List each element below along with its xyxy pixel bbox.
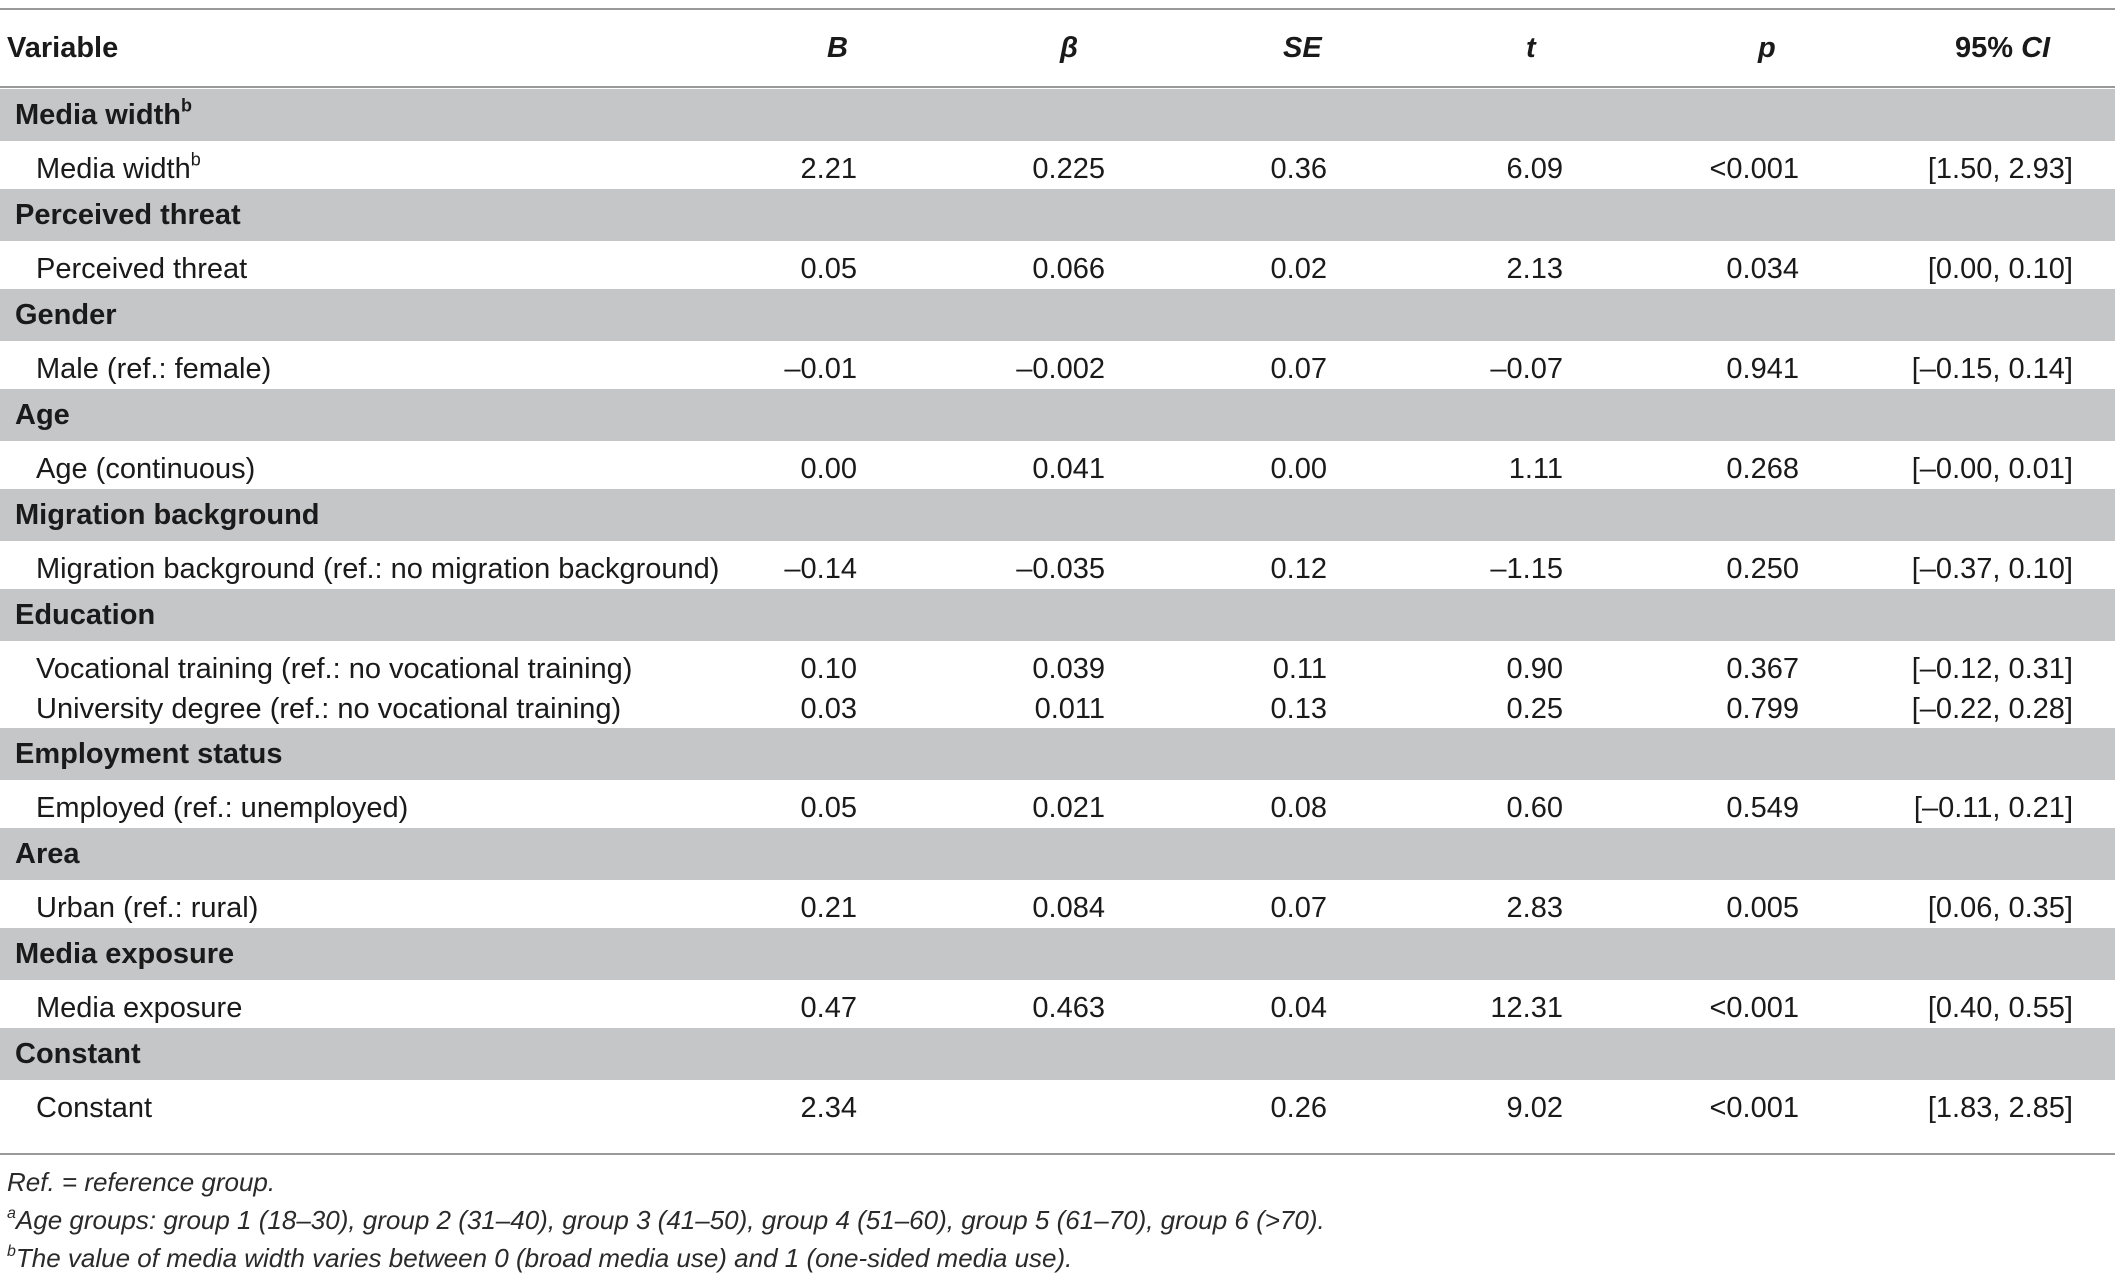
cell-p: 0.799 [1726,693,1799,725]
group-header-row [0,1028,2115,1080]
row-label-text: Perceived threat [36,253,248,285]
header-ci-prefix: 95% [1955,32,2022,64]
row-label-text: Migration background (ref.: no migration background) [36,553,720,585]
cell-p: 0.268 [1726,453,1799,485]
table-row [0,241,2115,289]
cell-p: 0.549 [1726,792,1799,824]
row-label [36,549,719,589]
cell-se: 0.13 [1270,693,1327,725]
cell-p: 0.250 [1726,553,1799,585]
table-row [0,141,2115,189]
group-header-row [0,589,2115,641]
row-label-text: Urban (ref.: rural) [36,892,259,924]
cell-beta: 0.041 [1032,453,1105,485]
cell-ci: [0.06, 0.35] [1927,892,2073,924]
cell-beta: 0.066 [1032,253,1105,285]
cell-t: –0.07 [1490,353,1563,385]
cell-t: 12.31 [1490,992,1563,1024]
cell-t: 1.11 [1508,453,1563,485]
group-label-text: Area [15,838,80,870]
cell-b: 0.21 [800,892,857,924]
table-row [0,641,2115,689]
cell-b: 0.10 [800,653,857,685]
cell-se: 0.02 [1270,253,1327,285]
cell-b: 0.00 [800,453,857,485]
cell-p: 0.005 [1726,892,1799,924]
row-label-text: Male (ref.: female) [36,353,272,385]
cell-t: 2.13 [1506,253,1563,285]
row-label [36,988,242,1028]
cell-ci: [–0.22, 0.28] [1911,693,2073,725]
cell-t: 2.83 [1506,892,1563,924]
footnote [7,1201,2107,1239]
group-label [15,928,234,980]
cell-se: 0.04 [1270,992,1327,1024]
header-ci-suffix: CI [2021,32,2051,64]
header-variable: Variable [7,32,119,64]
row-label [36,149,201,189]
cell-b: –0.14 [784,553,857,585]
group-label-text: Education [15,599,156,631]
cell-t: 0.60 [1506,792,1563,824]
table-row [0,980,2115,1028]
table-row [0,341,2115,389]
group-label [15,189,241,241]
cell-t: 0.90 [1506,653,1563,685]
footnote-marker: b [7,1242,16,1260]
cell-beta: 0.011 [1034,693,1105,725]
table-row [0,441,2115,489]
group-label-text: Gender [15,299,117,331]
row-label [36,788,408,828]
table-footnotes [7,1163,2107,1277]
footnote-marker: b [190,149,201,170]
group-header-row [0,928,2115,980]
header-se: SE [1283,32,1322,64]
row-label [36,649,632,689]
cell-t: –1.15 [1490,553,1563,585]
row-label [36,689,621,729]
row-label [36,249,247,289]
group-label [15,489,320,541]
cell-ci: [0.40, 0.55] [1927,992,2073,1024]
group-label-text: Migration background [15,499,320,531]
group-header-row [0,828,2115,880]
cell-b: 2.21 [800,153,857,185]
table-row [0,689,2115,728]
row-label-text: Constant [36,1092,153,1124]
cell-t: 6.09 [1506,153,1563,185]
group-header-row [0,289,2115,341]
cell-se: 0.26 [1270,1092,1327,1124]
cell-se: 0.12 [1270,553,1327,585]
header-row [0,10,2115,86]
group-label [15,589,155,641]
group-header-row [0,728,2115,780]
cell-p: <0.001 [1709,1092,1799,1124]
row-label-text: Vocational training (ref.: no vocational training) [36,653,633,685]
cell-beta: 0.039 [1032,653,1105,685]
cell-beta: 0.021 [1032,792,1105,824]
cell-ci: [0.00, 0.10] [1927,253,2073,285]
cell-p: 0.367 [1726,653,1799,685]
cell-beta: –0.002 [1016,353,1105,385]
cell-beta: 0.225 [1032,153,1105,185]
footnote-text: The value of media width varies between 0 (broad media use) and 1 (one-sided media use). [15,1243,1073,1273]
cell-b: 0.05 [800,253,857,285]
header-t: t [1526,32,1536,64]
header-rule [0,86,2115,88]
group-label-text: Constant [15,1038,141,1070]
table-row [0,1080,2115,1128]
footnote-text: Age groups: group 1 (18–30), group 2 (31–40), group 3 (41–50), group 4 (51–60), group 5 (61–70), group 6 (>70). [15,1205,1325,1235]
header-beta: β [1060,32,1078,64]
group-label-text: Media width [15,99,181,131]
cell-ci: [1.83, 2.85] [1927,1092,2073,1124]
table-row [0,541,2115,589]
cell-ci: [–0.15, 0.14] [1911,353,2073,385]
cell-p: <0.001 [1709,992,1799,1024]
row-label [36,1088,152,1128]
cell-t: 0.25 [1506,693,1563,725]
group-header-row [0,489,2115,541]
group-label [15,89,192,141]
bottom-rule [0,1153,2115,1155]
table-body [0,89,2115,1128]
row-label-text: Employed (ref.: unemployed) [36,792,409,824]
cell-p: <0.001 [1709,153,1799,185]
row-label [36,449,255,489]
row-label-text: University degree (ref.: no vocational training) [36,693,622,725]
footnote [7,1163,2107,1201]
row-label-text: Media width [36,153,191,185]
cell-se: 0.11 [1272,653,1327,685]
footnote-marker: b [180,95,192,116]
cell-ci: [1.50, 2.93] [1927,153,2073,185]
cell-b: 2.34 [800,1092,857,1124]
group-label [15,728,283,780]
cell-ci: [–0.00, 0.01] [1911,453,2073,485]
cell-b: 0.05 [800,792,857,824]
table-row [0,880,2115,928]
group-label-text: Age [15,399,70,431]
footnote-marker: a [7,1204,16,1222]
cell-p: 0.941 [1726,353,1799,385]
cell-ci: [–0.12, 0.31] [1911,653,2073,685]
group-label [15,289,117,341]
row-label [36,349,271,389]
cell-beta: –0.035 [1016,553,1105,585]
group-label-text: Employment status [15,738,283,770]
cell-se: 0.00 [1270,453,1327,485]
header-ci [1955,10,2050,86]
cell-b: 0.03 [800,693,857,725]
header-b: B [827,32,848,64]
group-header-row [0,189,2115,241]
group-label [15,828,80,880]
cell-p: 0.034 [1726,253,1799,285]
cell-se: 0.08 [1270,792,1327,824]
row-label [36,888,258,928]
group-label [15,389,70,441]
group-label-text: Perceived threat [15,199,241,231]
cell-ci: [–0.37, 0.10] [1911,553,2073,585]
cell-b: –0.01 [784,353,857,385]
group-header-row [0,89,2115,141]
row-label-text: Age (continuous) [36,453,256,485]
group-label-text: Media exposure [15,938,235,970]
footnote [7,1239,2107,1277]
table-row [0,780,2115,828]
footnote-text: Ref. = reference group. [7,1167,276,1197]
cell-t: 9.02 [1506,1092,1563,1124]
row-label-text: Media exposure [36,992,243,1024]
cell-se: 0.36 [1270,153,1327,185]
group-header-row [0,389,2115,441]
header-p: p [1758,32,1776,64]
cell-beta: 0.463 [1032,992,1105,1024]
cell-b: 0.47 [800,992,857,1024]
group-label [15,1028,141,1080]
cell-beta: 0.084 [1032,892,1105,924]
cell-se: 0.07 [1270,892,1327,924]
cell-se: 0.07 [1270,353,1327,385]
cell-ci: [–0.11, 0.21] [1913,792,2073,824]
